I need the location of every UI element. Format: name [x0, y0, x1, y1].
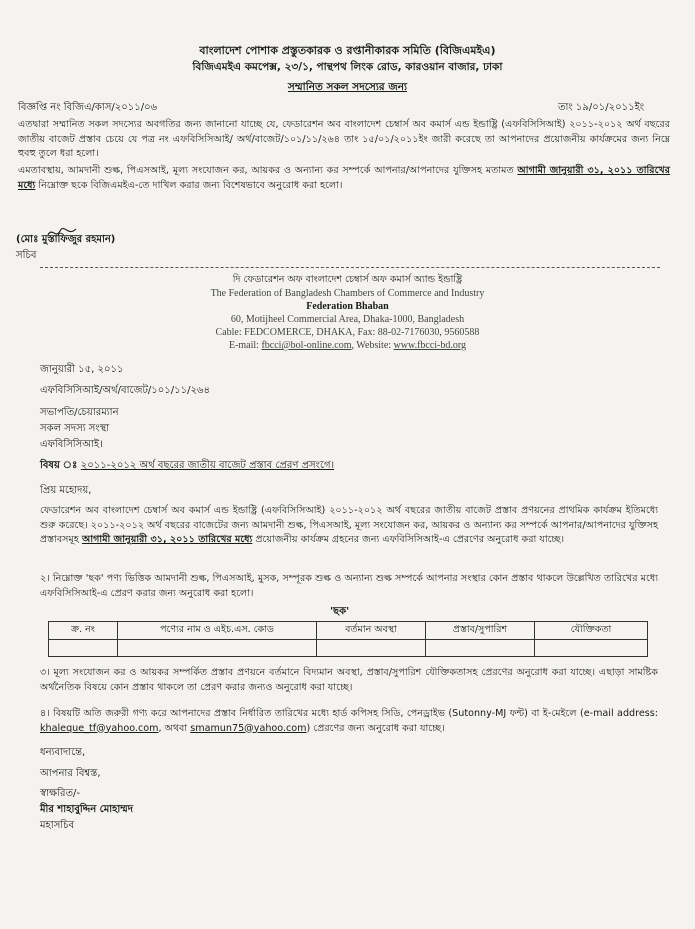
- table-header-cell: ক্র. নং: [49, 622, 118, 640]
- fbcci-contact: [0, 340, 695, 351]
- table-header-cell: যৌক্তিকতা: [535, 622, 648, 640]
- section-divider: [40, 267, 660, 268]
- letter-paragraph-4-mid: , অথবা: [158, 722, 191, 734]
- letter-paragraph-4-tail: ) প্রেরণের জন্য অনুরোধ করা যাচ্ছে।: [306, 722, 445, 734]
- email-link-1[interactable]: khaleque_tf@yahoo.com: [40, 722, 159, 734]
- greeting: প্রিয় মহোদয়,: [40, 485, 92, 496]
- letter-paragraph-1-tail: প্রয়োজনীয় কার্যক্রম গ্রহনের জন্য এফবিসিসিআই-এ প্রেরণের অনুরোধ করা যাচ্ছে।: [252, 534, 565, 545]
- letter-deadline: আগামী জানুয়ারী ৩১, ২০১১ তারিখের মধ্যে: [81, 534, 253, 545]
- fbcci-email-link[interactable]: fbcci@bol-online.com: [261, 340, 352, 351]
- table-header-cell: প্রস্তাব/সুপারিশ: [426, 622, 535, 640]
- notice-deadline: আগামী জানুয়ারী ৩১, ২০১১ তারিখের মধ্যে: [18, 165, 670, 191]
- table-row: [49, 640, 648, 657]
- table-cell[interactable]: [317, 640, 426, 657]
- letter-paragraph-2: ২। নিম্নোক্ত 'ছক' পণ্য ভিত্তিক আমদানী শুল্ক, পিএসআই, মুসক, সম্পূরক শুল্ক ও অন্যান্য শুল্ক সম্পর্কে আপনার সংস্থার কোন প্রস্তাব থাকলে উল্লেখিত তারিখের মধ্যে এফবিসিসিআই-এ প্রেরণ করার জন্য অনুরোধ করা হলো।: [40, 573, 658, 599]
- table-cell[interactable]: [426, 640, 535, 657]
- org-address: বিজিএমইএ কমপেক্স, ২৩/১, পান্থপথ লিংক রোড, কারওয়ান বাজার, ঢাকা: [192, 61, 503, 73]
- table-header-cell: বর্তমান অবস্থা: [317, 622, 426, 640]
- notice-paragraph-2: [18, 164, 670, 193]
- table-cell[interactable]: [49, 640, 118, 657]
- fbcci-cable: Cable: FEDCOMERCE, DHAKA, Fax: 88-02-7176030, 9560588: [215, 327, 480, 338]
- letter-paragraph-3: ৩। মূল্য সংযোজন কর ও আয়কর সম্পর্কিত প্রস্তাব প্রণয়নে বর্তমানে বিদ্যমান অবস্থা, প্রস্তাব/সুপারিশ যৌক্তিকতাসহ প্রেরণের অনুরোধ করা যাচ্ছে। এছাড়া সামষ্টিক অর্থনৈতিক বিষয়ে কোন প্রস্তাব থাকলে তা প্রেরণ করার জন্যও অনুরোধ করা যাচ্ছে।: [40, 667, 658, 693]
- notice-signer-title: সচিব: [16, 250, 37, 261]
- recipient-line-2: সকল সদস্য সংস্থা: [40, 423, 110, 434]
- letter-paragraph-4-text: ৪। বিষয়টি অতি জরুরী গণ্য করে আপনাদের প্রস্তাব নির্ধারিত তারিখের মধ্যে হার্ড কপিসহ সিডি, পেনড্রাইভ (Sutonny-MJ ফন্ট) বা ই-মেইলে (e-mail address:: [40, 708, 658, 719]
- table-title: 'ছক': [330, 606, 350, 617]
- notice-ref: বিজ্ঞপ্তি নং বিজিএ/কাস/২০১১/০৬: [18, 102, 158, 113]
- letter-paragraph-4: [40, 707, 658, 736]
- notice-signer: (মোঃ মুস্তাফিজুর রহমান): [16, 234, 116, 245]
- table-cell[interactable]: [535, 640, 648, 657]
- subject-label: বিষয় ঃ: [40, 460, 81, 471]
- letter-date: জানুয়ারী ১৫, ২০১১: [40, 364, 124, 375]
- website-label: , Website:: [351, 340, 394, 351]
- notice-paragraph-2-text: এমতাবস্থায়, আমদানী শুল্ক, পিএসআই, মূল্য সংযোজন কর, আয়কর ও অন্যান্য কর সম্পর্কে আপনার/আপনাদের যুক্তিসহ মতামত: [18, 165, 518, 176]
- table-cell[interactable]: [118, 640, 317, 657]
- fbcci-building: Federation Bhaban: [306, 301, 389, 312]
- table-header-cell: পণ্যের নাম ও এইচ.এস. কোড: [118, 622, 317, 640]
- closing-thanks: ধন্যবাদান্তে,: [40, 747, 86, 758]
- email-link-2[interactable]: smamun75@yahoo.com: [190, 722, 307, 734]
- sender-title: মহাসচিব: [40, 820, 75, 831]
- signed-note: স্বাক্ষরিত/-: [40, 788, 80, 799]
- fbcci-name-en: The Federation of Bangladesh Chambers of Commerce and Industry: [210, 288, 485, 299]
- letter-paragraph-1-text: ফেডারেশন অব বাংলাদেশ চেম্বার্স অব কমার্স এন্ড ইন্ডাষ্ট্রি (এফবিসিসিআই) ২০১১-২০১২ অর্থ বছরের জাতীয় বাজেট প্রস্তাব প্রণয়নের প্রাথমিক কার্যক্রম ইতিমধ্যে শুরু করেছে। ২০১১-২০১২ অর্থ বছরের বাজেটের জন্য আমদানী শুল্ক, পিএসআই, মূল্য সংযোজন কর, আয়কর ও অন্যান্য কর সম্পর্কে আপনার/আপনাদের যুক্তিসহ প্রস্তাবসমূহ: [40, 505, 658, 545]
- recipient-line-3: এফবিসিসিআই।: [40, 439, 103, 450]
- fbcci-name-bn: দি ফেডারেশন অফ বাংলাদেশ চেম্বার্স অফ কমার্স অ্যান্ড ইন্ডাষ্ট্রি: [232, 274, 463, 285]
- letter-subject: [40, 458, 334, 473]
- org-name: বাংলাদেশ পোশাক প্রস্তুতকারক ও রপ্তানীকারক সমিতি (বিজিএমইএ): [199, 44, 496, 57]
- recipient-line-1: সভাপতি/চেয়ারম্যান: [40, 407, 119, 418]
- notice-heading: সম্মানিত সকল সদস্যের জন্য: [287, 81, 408, 93]
- notice-paragraph-1: এতদ্বারা সম্মানিত সকল সদস্যের অবগতির জন্য জানানো যাচ্ছে যে, ফেডারেশন অব বাংলাদেশ চেম্বার্স অব কমার্স এন্ড ইন্ডাষ্ট্রি (এফবিসিসিআই) ২০১১-২০১২ অর্থ বছরের জাতীয় বাজেট প্রস্তাব চেয়ে যে পত্র নং এফবিসিসিআই/ অর্থ/বাজেট/১০১/১১/২৬৪ তাং ১৫/০১/২০১১ইং জারী করেছে তা আপনাদের প্রয়োজনীয় কার্যক্রমের জন্য নিম্নে হুবহু তুলে ধরা হলো।: [18, 119, 670, 159]
- notice-date: তাং ১৯/০১/২০১১ইং: [558, 102, 645, 113]
- sender-name: মীর শাহাবুদ্দিন মোহাম্মদ: [40, 804, 133, 815]
- budget-proposal-table: [48, 621, 648, 657]
- email-label: E-mail:: [228, 340, 262, 351]
- subject-text: ২০১১-২০১২ অর্থ বছরের জাতীয় বাজেট প্রস্তাব প্রেরণ প্রসংগে।: [80, 460, 335, 471]
- notice-paragraph-2-tail: নিম্নোক্ত ছকে বিজিএমইএ-তে দাখিল করার জন্য বিশেষভাবে অনুরোধ করা হলো।: [35, 179, 343, 191]
- closing-yours: আপনার বিশ্বস্ত,: [40, 768, 101, 779]
- letter-paragraph-1: [40, 504, 658, 548]
- fbcci-address: 60, Motijheel Commercial Area, Dhaka-1000, Bangladesh: [230, 314, 465, 325]
- fbcci-website-link[interactable]: www.fbcci-bd.org: [393, 340, 467, 351]
- letter-ref: এফবিসিসিআই/অর্থ/বাজেট/১০১/১১/২৬৪: [40, 385, 210, 396]
- table-header-row: [49, 622, 648, 640]
